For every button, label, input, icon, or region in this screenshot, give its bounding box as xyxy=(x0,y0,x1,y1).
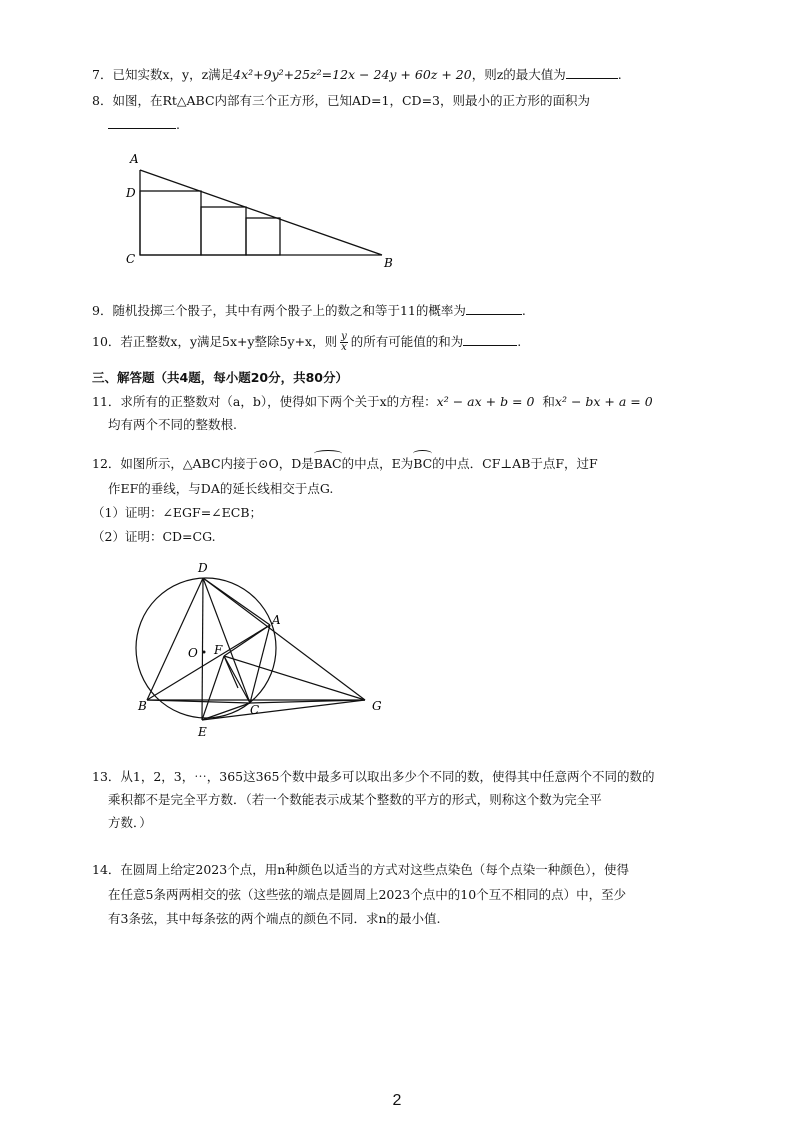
q9-end: . xyxy=(521,303,526,318)
q10-end: . xyxy=(517,334,522,349)
question-12-part2 xyxy=(92,528,216,546)
q10-text-a: 若正整数x，y满足5x+y整除5y+x，则 xyxy=(120,334,338,349)
q13-line3: 方数．） xyxy=(108,815,152,830)
question-7 xyxy=(92,66,622,84)
circle-o xyxy=(136,578,276,718)
question-8-blank-line xyxy=(108,116,180,134)
label-a: A xyxy=(272,613,281,627)
question-14-line3 xyxy=(108,910,440,928)
figure-q12-circle xyxy=(120,558,400,743)
label-d: D xyxy=(198,561,208,575)
question-14 xyxy=(92,861,629,879)
q12-line2: 作EF的垂线，与DA的延长线相交于点G. xyxy=(108,481,334,496)
segment-ab xyxy=(147,625,270,700)
label-e: E xyxy=(198,725,207,739)
q14-line2: 在任意5条两两相交的弦（这些弦的端点是圆周上2023个点中的10个互不相同的点）中，至少 xyxy=(108,887,627,902)
q10-frac-numerator: y xyxy=(341,331,347,342)
square-medium xyxy=(201,207,246,255)
section-3-heading xyxy=(92,369,348,387)
label-f: F xyxy=(214,643,223,657)
q12-number: 12． xyxy=(92,456,121,471)
q7-text: 已知实数x，y，z满足 xyxy=(112,67,234,82)
question-14-line2 xyxy=(108,886,626,904)
q11-line2: 均有两个不同的整数根. xyxy=(108,417,237,432)
segment-da-g xyxy=(203,578,365,700)
label-c: C xyxy=(250,703,260,717)
q13-line2: 乘积都不是完全平方数．（若一个数能表示成某个整数的平方的形式，则称这个数为完全平 xyxy=(108,792,602,807)
q8-answer-blank xyxy=(108,116,176,129)
q14-number: 14． xyxy=(92,862,121,877)
question-12-line2 xyxy=(108,480,333,498)
question-8 xyxy=(92,92,590,110)
square-large xyxy=(140,191,201,255)
q13-number: 13． xyxy=(92,769,121,784)
segment-ef xyxy=(202,656,224,720)
question-11-line2 xyxy=(108,416,237,434)
question-10 xyxy=(92,332,521,353)
q8-number: 8． xyxy=(92,93,113,108)
question-11 xyxy=(92,393,653,411)
q11-equation1: x² − ax + b = 0 xyxy=(436,394,535,409)
square-small xyxy=(246,218,280,255)
q10-answer-blank xyxy=(463,333,517,346)
segment-db xyxy=(147,578,203,700)
label-o: O xyxy=(188,646,198,660)
q11-number: 11． xyxy=(92,394,121,409)
q7-tail: ，则z的最大值为 xyxy=(471,67,566,82)
q12-part1: （1）证明：∠EGF=∠ECB； xyxy=(92,505,263,520)
q11-equation2: x² − bx + a = 0 xyxy=(554,394,653,409)
segment-de xyxy=(202,578,203,720)
q13-line1: 从1，2，3，⋯，365这365个数中最多可以取出多少个不同的数，使得其中任意两个不同的数的 xyxy=(120,769,655,784)
segment-fb-e xyxy=(224,656,238,688)
q7-number: 7． xyxy=(92,67,113,82)
triangle-hypotenuse-ab xyxy=(140,170,382,255)
q12-arc-bac: BAC xyxy=(313,456,342,471)
label-c: C xyxy=(126,252,136,266)
question-12 xyxy=(92,455,598,473)
center-point-o xyxy=(203,651,206,654)
q9-answer-blank xyxy=(466,302,522,315)
q10-number: 10． xyxy=(92,334,121,349)
q10-text-b: 的所有可能值的和为 xyxy=(350,334,464,349)
label-g: G xyxy=(372,699,382,713)
q14-line1: 在圆周上给定2023个点，用n种颜色以适当的方式对这些点染色（每个点染一种颜色），使得 xyxy=(120,862,630,877)
q8-text: 如图，在Rt△ABC内部有三个正方形，已知AD=1，CD=3，则最小的正方形的面积为 xyxy=(112,93,590,108)
label-a: A xyxy=(130,152,139,166)
q12-text-a: 如图所示，△ABC内接于⊙O，D是 xyxy=(120,456,314,471)
q8-end: . xyxy=(176,117,180,132)
question-9 xyxy=(92,302,526,320)
q12-text-b: 的中点，E为 xyxy=(341,456,414,471)
q9-text: 随机投掷三个骰子，其中有两个骰子上的数之和等于11的概率为 xyxy=(112,303,466,318)
q7-end: . xyxy=(617,67,622,82)
q7-equation: 4x²+9y²+25z²=12x − 24y + 60z + 20 xyxy=(233,67,472,82)
label-b: B xyxy=(384,256,393,270)
section-3-title: 三、解答题（共4题，每小题20分，共80分） xyxy=(92,370,348,385)
q11-line1: 求所有的正整数对（a，b），使得如下两个关于x的方程： xyxy=(120,394,437,409)
q9-number: 9． xyxy=(92,303,113,318)
figure-q8-triangle xyxy=(120,145,410,275)
q10-frac-denominator: x xyxy=(341,342,347,353)
q10-fraction xyxy=(340,332,348,353)
q12-text-c: 的中点．CF⊥AB于点F，过F xyxy=(432,456,598,471)
q7-answer-blank xyxy=(566,66,618,79)
q11-and: 和 xyxy=(542,394,555,409)
q14-line3: 有3条弦，其中每条弦的两个端点的颜色不同．求n的最小值. xyxy=(108,911,441,926)
question-13 xyxy=(92,768,654,786)
q12-part2: （2）证明：CD=CG. xyxy=(92,529,216,544)
question-12-part1 xyxy=(92,504,262,522)
label-d: D xyxy=(126,186,136,200)
question-13-line2 xyxy=(108,791,602,809)
page-number: 2 xyxy=(392,1092,402,1109)
segment-dc xyxy=(203,578,250,703)
segment-eg xyxy=(202,700,365,720)
question-13-line3 xyxy=(108,814,152,832)
q12-arc-bc: BC xyxy=(413,456,433,471)
label-b: B xyxy=(138,699,147,713)
